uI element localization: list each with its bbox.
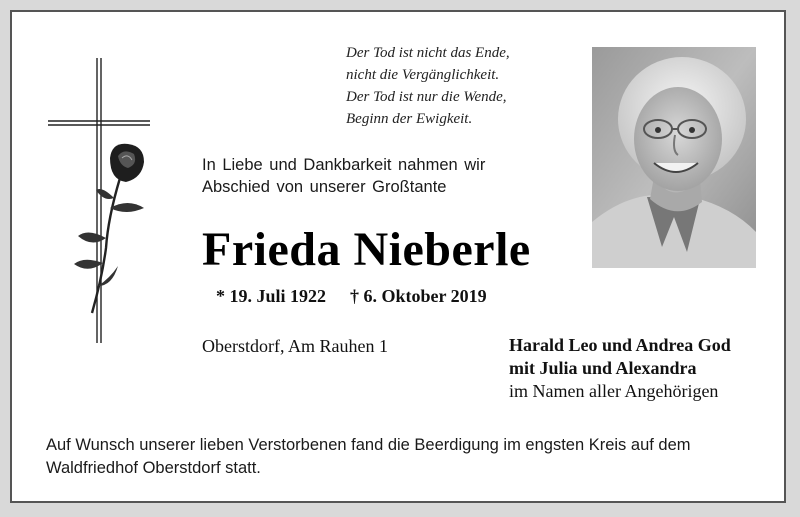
intro-text <box>202 154 485 198</box>
deceased-name: Frieda Nieberle <box>202 223 531 276</box>
poem <box>346 42 510 130</box>
family-signature <box>509 334 731 403</box>
intro-line: In Liebe und Dankbarkeit nahmen wir <box>202 156 486 174</box>
death-date: † 6. Oktober 2019 <box>350 286 487 306</box>
life-dates <box>216 284 487 308</box>
family-line: im Namen aller Angehörigen <box>509 381 719 401</box>
cross-with-rose-icon <box>48 58 158 353</box>
closing-note: Auf Wunsch unserer lieben Verstorbenen fand die Beerdigung im engsten Kreis auf dem Waldfriedhof Oberstdorf statt. <box>46 436 691 477</box>
intro-line: Abschied von unserer Großtante <box>202 178 447 196</box>
poem-line: Der Tod ist nicht das Ende, <box>346 45 510 61</box>
obituary-card <box>10 10 786 503</box>
family-line: Harald Leo und Andrea God <box>509 335 731 355</box>
family-line: mit Julia und Alexandra <box>509 358 697 378</box>
poem-line: Beginn der Ewigkeit. <box>346 111 473 127</box>
birth-date: * 19. Juli 1922 <box>216 286 327 306</box>
poem-line: nicht die Vergänglichkeit. <box>346 67 500 83</box>
poem-line: Der Tod ist nur die Wende, <box>346 89 507 105</box>
address: Oberstdorf, Am Rauhen 1 <box>202 336 388 356</box>
portrait-photo <box>592 47 756 268</box>
